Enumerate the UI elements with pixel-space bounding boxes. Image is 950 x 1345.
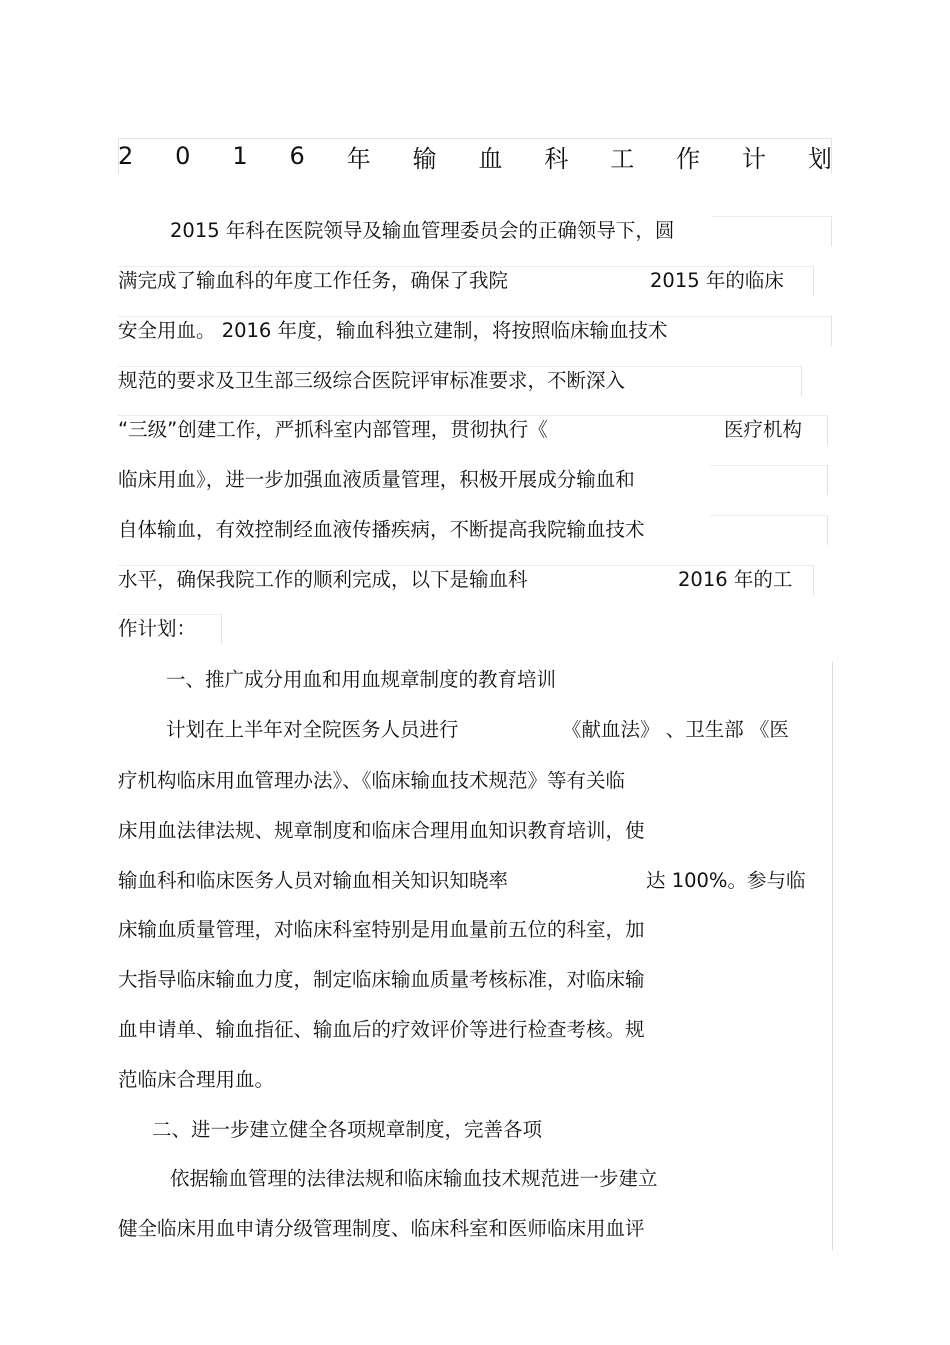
title-char: 科 — [544, 144, 569, 173]
text-segment: 疗机构临床用血管理办法》、《临床输血技术规范》等有关临 — [118, 769, 626, 792]
title-char: 1 — [232, 142, 248, 170]
title-char: 输 — [412, 144, 437, 173]
text-segment: 床输血质量管理，对临床科室特别是用血量前五位的科室，加 — [118, 918, 645, 941]
text-segment: 2015 年科在医院领导及输血管理委员会的正确领导下，圆 — [170, 219, 675, 242]
guide-box — [710, 465, 828, 495]
margin-rule — [832, 662, 833, 1250]
text-segment: 健全临床用血申请分级管理制度、临床科室和医师临床用血评 — [118, 1217, 645, 1240]
text-segment: 达 100%。参与临 — [646, 869, 806, 892]
title-char: 工 — [610, 144, 635, 173]
text-segment: 自体输血，有效控制经血液传播疾病，不断提高我院输血技术 — [118, 518, 645, 541]
text-segment: 血申请单、输血指征、输血后的疗效评价等进行检查考核。规 — [118, 1018, 645, 1041]
text-segment: 安全用血。 2016 年度，输血科独立建制，将按照临床输血技术 — [118, 319, 668, 342]
text-segment: 范临床合理用血。 — [118, 1068, 275, 1091]
title-char: 年 — [346, 144, 371, 173]
text-segment: 床用血法律法规、规章制度和临床合理用血知识教育培训，使 — [118, 819, 645, 842]
text-segment: 满完成了输血科的年度工作任务，确保了我院 — [118, 269, 509, 292]
title-char: 计 — [742, 144, 767, 173]
text-segment: 临床用血》，进一步加强血液质量管理，积极开展成分输血和 — [118, 468, 635, 491]
text-segment: 2016 年的工 — [678, 568, 793, 591]
title-char: 2 — [118, 142, 134, 170]
title-char: 作 — [676, 144, 701, 173]
text-segment: 《献血法》 、卫生部 《医 — [562, 718, 789, 741]
text-segment: 医疗机构 — [724, 418, 803, 441]
text-segment: 依据输血管理的法律法规和临床输血技术规范进一步建立 — [170, 1167, 658, 1190]
text-segment: 规范的要求及卫生部三级综合医院评审标准要求，不断深入 — [118, 369, 626, 392]
text-segment: 二、进一步建立健全各项规章制度，完善各项 — [152, 1118, 543, 1141]
text-segment: 大指导临床输血力度，制定临床输血质量考核标准，对临床输 — [118, 968, 645, 991]
title-char: 6 — [289, 142, 305, 170]
guide-box — [710, 515, 828, 545]
title-char: 划 — [807, 144, 832, 173]
text-segment: 计划在上半年对全院医务人员进行 — [166, 718, 459, 741]
text-segment: 输血科和临床医务人员对输血相关知识知晓率 — [118, 869, 509, 892]
text-segment: 作计划： — [118, 617, 197, 640]
title-char: 0 — [175, 142, 191, 170]
text-segment: 水平，确保我院工作的顺利完成，以下是输血科 — [118, 568, 528, 591]
text-segment: 一、推广成分用血和用血规章制度的教育培训 — [166, 668, 557, 691]
document-title — [118, 138, 832, 174]
guide-box — [712, 216, 832, 246]
text-segment: “三级”创建工作，严抓科室内部管理，贯彻执行《 — [118, 418, 548, 441]
title-char: 血 — [478, 144, 503, 173]
text-segment: 2015 年的临床 — [650, 269, 784, 292]
